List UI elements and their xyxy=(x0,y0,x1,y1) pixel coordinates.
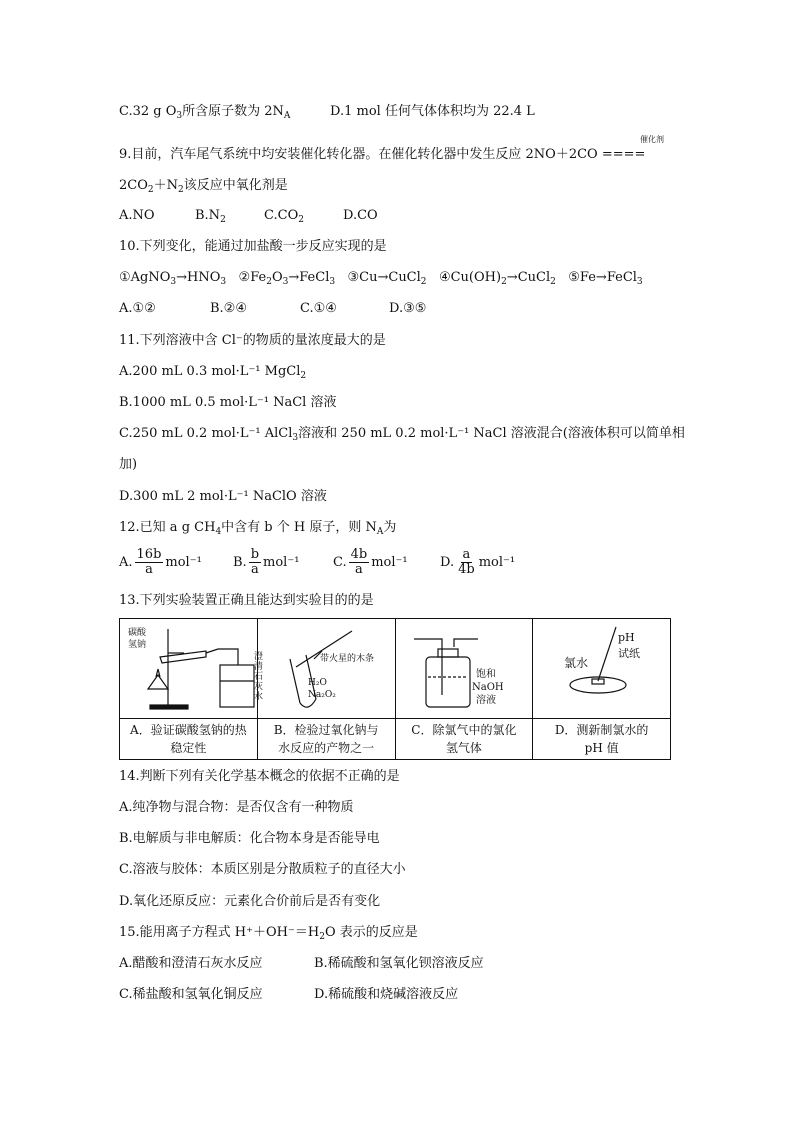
q14-option-a: A.纯净物与混合物：是否仅含有一种物质 xyxy=(119,800,354,815)
q12-option-a: A. $\frac{16b}{a}$ mol⁻¹ xyxy=(119,547,202,577)
q15-option-c: C.稀盐酸和氢氧化铜反应 xyxy=(119,987,263,1002)
q15-option-b: B.稀硫酸和氢氧化钡溶液反应 xyxy=(314,956,484,971)
figure-b-test-tube xyxy=(260,619,392,715)
q10-option-a: A.①② xyxy=(119,301,156,316)
q8-option-d: D.1 mol 任何气体体积均为 22.4 L xyxy=(330,104,535,119)
q11-option-b: B.1000 mL 0.5 mol·L⁻¹ NaCl 溶液 xyxy=(119,395,337,410)
fig-a-r4: 灰 xyxy=(254,682,264,692)
fig-b-water: H₂O xyxy=(308,678,327,688)
fig-a-label-2: 氢钠 xyxy=(128,640,147,650)
q8-option-c: C.32 g $O_3$所含原子数为 $2N_A$ xyxy=(119,104,291,121)
q11-option-d: D.300 mL 2 mol·L⁻¹ NaClO 溶液 xyxy=(119,489,327,504)
fig-a-r5: 水 xyxy=(254,692,264,702)
caption-d: D．测新制氯水的 pH 值 xyxy=(533,719,671,760)
experiment-table xyxy=(119,618,671,760)
fig-c-label-3: 溶液 xyxy=(475,695,496,706)
q15-option-a: A.醋酸和澄清石灰水反应 xyxy=(119,956,263,971)
q15-option-d: D.稀硫酸和烧碱溶液反应 xyxy=(314,987,459,1002)
caption-a: A．验证碳酸氢钠的热 稳定性 xyxy=(120,719,258,760)
q10-items: $①AgNO_3\to HNO_3$ $②Fe_2O_3\to FeCl_3$ ③Cu→CuCl$_2$ $④Cu(OH)_2\to CuCl_2$ ⑤Fe→FeCl$_3$ xyxy=(119,270,643,287)
fig-d-water: 氯水 xyxy=(563,656,588,670)
fig-a-r2: 清 xyxy=(254,662,264,672)
q11-stem: 11.下列溶液中含 Cl⁻的物质的量浓度最大的是 xyxy=(119,333,386,348)
q12-stem: 12.已知 a g $CH_4$中含有 b 个 H 原子，则 $N_A$为 xyxy=(119,520,397,537)
figure-d-cell xyxy=(533,619,671,719)
q9-option-a: A.NO xyxy=(119,208,155,223)
q12-option-c: C. $\frac{4b}{a}$ mol⁻¹ xyxy=(333,547,408,577)
q13-stem: 13.下列实验装置正确且能达到实验目的的是 xyxy=(119,593,374,608)
figure-c-cell xyxy=(395,619,533,719)
q15-stem: 15.能用离子方程式 $H^++OH^-=H_2O$ 表示的反应是 xyxy=(119,925,418,942)
q9-option-c: $C.CO_2$ xyxy=(264,208,304,225)
q12-option-b: B. $\frac{b}{a}$ mol⁻¹ xyxy=(233,547,300,577)
fig-b-na2o2: Na₂O₂ xyxy=(308,690,336,700)
caption-b: B．检验过氧化钠与 水反应的产物之一 xyxy=(257,719,395,760)
q14-option-b: B.电解质与非电解质：化合物本身是否能导电 xyxy=(119,831,380,846)
catalyst-label: 催化剂 xyxy=(640,135,664,144)
q9-option-b: $B.N_2$ xyxy=(195,208,226,225)
figure-b-cell xyxy=(257,619,395,719)
q10-option-c: C.①④ xyxy=(300,301,337,316)
fig-b-label: 带火星的木条 xyxy=(320,654,375,664)
q11-option-c: C.250 mL 0.2 mol·L⁻¹ AlCl$_3$溶液和 250 mL 0.2 mol·L⁻¹ NaCl 溶液混合(溶液体积可以简单相 xyxy=(119,426,685,443)
q9-option-d: D.CO xyxy=(343,208,378,223)
fig-a-r3: 石 xyxy=(254,672,264,682)
figure-a-cell xyxy=(120,619,264,719)
q12-option-d: D. $\frac{a}{4b}$ mol⁻¹ xyxy=(440,547,516,577)
q10-option-b: B.②④ xyxy=(210,301,247,316)
fig-d-ph-1: pH xyxy=(617,631,635,644)
q9-stem-cont: $2CO_2+N_2$该反应中氧化剂是 xyxy=(119,178,288,195)
fig-c-label-1: 饱和 xyxy=(475,669,496,680)
q9-stem: 9.目前，汽车尾气系统中均安装催化转化器。在催化转化器中发生反应 2NO＋2CO ==== xyxy=(119,147,646,162)
figure-c-gas-washer xyxy=(398,619,530,715)
q10-option-d: D.③⑤ xyxy=(389,301,427,316)
figure-a-heating-apparatus xyxy=(120,619,266,715)
caption-c: C．除氯气中的氯化 氢气体 xyxy=(395,719,533,760)
q14-option-c: C.溶液与胶体：本质区别是分散质粒子的直径大小 xyxy=(119,862,406,877)
q14-stem: 14.判断下列有关化学基本概念的依据不正确的是 xyxy=(119,769,400,784)
q10-stem: 10.下列变化，能通过加盐酸一步反应实现的是 xyxy=(119,239,387,254)
q11-option-a: A.200 mL 0.3 mol·L⁻¹ MgCl$_2$ xyxy=(119,364,307,381)
q11-option-c-cont: 加) xyxy=(119,457,138,472)
q14-option-d: D.氧化还原反应：元素化合价前后是否有变化 xyxy=(119,894,381,909)
fig-a-r1: 澄 xyxy=(254,652,264,662)
fig-c-label-2: NaOH xyxy=(471,682,504,693)
fig-d-ph-2: 试纸 xyxy=(617,647,640,660)
fig-a-label-1: 碳酸 xyxy=(128,628,147,638)
figure-d-ph-paper xyxy=(536,619,668,715)
